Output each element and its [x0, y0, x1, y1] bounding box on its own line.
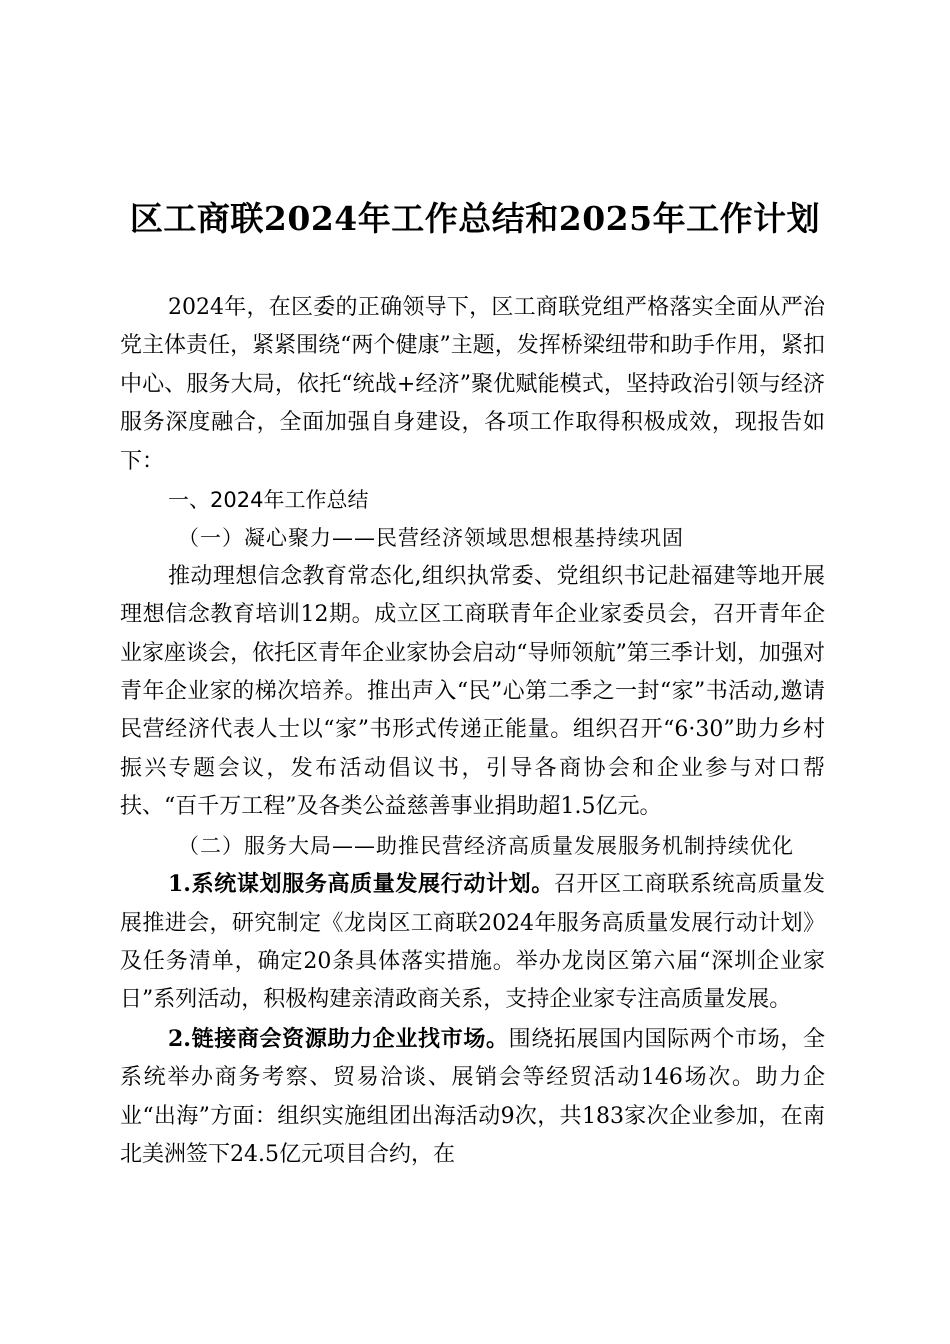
- item-2-text: 围绕拓展国内国际两个市场，全系统举办商务考察、贸易洽谈、展销会等经贸活动146场次。助力企业“出海”方面：组织实施组团出海活动9次，共183家次企业参加，在南北美洲签下24.5亿元项目合约，在: [120, 1026, 825, 1167]
- subsection-heading-1: （一）凝心聚力——民营经济领域思想根基持续巩固: [178, 526, 684, 551]
- subsection-1-paragraph: 推动理想信念教育常态化,组织执常委、党组织书记赴福建等地开展理想信念教育培训12期。成立区工商联青年企业家委员会，召开青年企业家座谈会，依托区青年企业家协会启动“导师领航”第三季计划，加强对青年企业家的梯次培养。推出声入“民”心第二季之一封“家”书活动,邀请民营经济代表人士以“家”书形式传递正能量。组织召开“6·30”助力乡村振兴专题会议，发布活动倡议书，引导各商协会和企业参与对口帮扶、“百千万工程”及各类公益慈善事业捐助超1.5亿元。: [120, 563, 825, 820]
- intro-paragraph: 2024年，在区委的正确领导下，区工商联党组严格落实全面从严治党主体责任，紧紧围绕“两个健康”主题，发挥桥梁纽带和助手作用，紧扣中心、服务大局，依托“统战+经济”聚优赋能模式，坚持政治引领与经济服务深度融合，全面加强自身建设，各项工作取得积极成效，现报告如下：: [120, 295, 825, 474]
- document-title: 区工商联2024年工作总结和2025年工作计划: [129, 199, 821, 238]
- item-2-paragraph: [120, 1020, 825, 1175]
- item-2-lead: 2.链接商会资源助力企业找市场。: [168, 1025, 509, 1052]
- document-body: [120, 289, 825, 1174]
- item-1-paragraph: [120, 865, 825, 1020]
- item-1-text: 召开区工商联系统高质量发展推进会，研究制定《龙岗区工商联2024年服务高质量发展行动计划》及任务清单，确定20条具体落实措施。举办龙岗区第六届“深圳企业家日”系列活动，积极构建亲清政商关系，支持企业家专注高质量发展。: [120, 872, 825, 1013]
- item-1-lead: 1.系统谋划服务高质量发展行动计划。: [168, 871, 554, 898]
- section-heading-work-summary: 一、2024年工作总结: [168, 488, 369, 513]
- subsection-heading-2: （二）服务大局——助推民营经济高质量发展服务机制持续优化: [178, 833, 794, 858]
